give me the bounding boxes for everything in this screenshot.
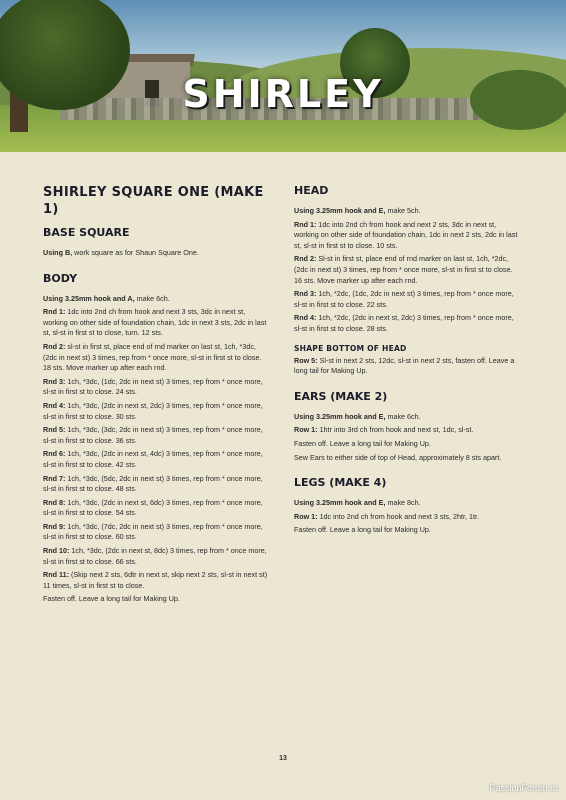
instruction: Fasten off. Leave a long tail for Making Up.: [294, 525, 431, 535]
pattern-row: Rnd 11: (Skip next 2 sts, 6dtr in next st, skip next 2 sts, sl-st in next st) 11 times, sl-st in first st to close.: [43, 570, 268, 590]
pattern-row: Rnd 2: Sl-st in first st, place end of rnd marker on last st, 1ch, *2dc, (2dc in next st) 3 times, rep from * once more, sl-st in first st to close. 16 sts. Move marker up after each rnd.: [294, 254, 513, 285]
pattern-row: Row 1: 1htr into 3rd ch from hook and next st, 1dc, sl-st.: [294, 425, 474, 435]
pattern-row: Rnd 3: 1ch, *2dc, (1dc, 2dc in next st) 3 times, rep from * once more, sl-st in first st to close. 22 sts.: [294, 289, 514, 309]
hero-image: [0, 0, 566, 152]
subsection-heading: BASE SQUARE: [43, 226, 130, 239]
page-title: SHIRLEY: [182, 72, 384, 116]
instruction: Using 3.25mm hook and E, make 6ch.: [294, 411, 421, 421]
instruction: Fasten off. Leave a long tail for Making Up.: [294, 438, 431, 448]
pattern-row: Rnd 4: 1ch, *3dc, (2dc in next st, 2dc) 3 times, rep from * once more, sl-st in first st to close. 30 sts.: [43, 400, 263, 421]
pattern-row: Rnd 7: 1ch, *3dc, (5dc, 2dc in next st) 3 times, rep from * once more, sl-st in first st to close. 48 sts.: [43, 473, 263, 494]
subsection-heading: BODY: [43, 271, 78, 285]
pattern-row: Rnd 2: sl-st in first st, place end of rnd marker on last st, 1ch, *3dc, (2dc in next st) 3 times, rep from * once more, sl-st in first st to close. 18 sts. Move marker up after each rnd.: [43, 341, 262, 373]
watermark: PassionForum.ru: [489, 783, 558, 793]
page-number: 13: [279, 755, 287, 762]
pattern-row: Row 5: Sl-st in next 2 sts, 12dc, sl-st in next 2 sts, fasten off. Leave a long tail for Making Up.: [294, 355, 515, 376]
pattern-row: Rnd 4: 1ch, *2dc, (2dc in next st, 2dc) 3 times, rep from * once more, sl-st in first st to close. 28 sts.: [294, 313, 514, 333]
instruction: Sew Ears to either side of top of Head, approximately 8 sts apart.: [294, 452, 502, 462]
instruction: Using 3.25mm hook and E, make 5ch.: [294, 206, 421, 215]
right-column: [294, 184, 522, 539]
pattern-row: Rnd 8: 1ch, *3dc, (2dc in next st, 6dc) 3 times, rep from * once more, sl-st in first st to close. 54 sts.: [43, 497, 263, 518]
pattern-row: Rnd 9: 1ch, *3dc, (7dc, 2dc in next st) 3 times, rep from * once more, sl-st in first st to close. 60 sts.: [43, 521, 263, 542]
pattern-row: Rnd 1: 1dc into 2nd ch from hook and next 2 sts, 3dc in next st, working on other side of foundation chain, 1dc in next 2 sts, 2dc in last st, sl-st in first st to close. 10 sts.: [294, 219, 518, 250]
pattern-row: Rnd 1: 1dc into 2nd ch from hook and next 3 sts, 3dc in next st, working on other side of foundation chain, 1dc in next 3 sts, 2dc in last st, sl-st in first st to close, turn. 12 sts.: [43, 307, 267, 338]
subsection-heading: SHAPE BOTTOM OF HEAD: [294, 343, 407, 353]
pattern-row: Rnd 5: 1ch, *3dc, (3dc, 2dc in next st) 3 times, rep from * once more, sl-st in first st to close. 36 sts.: [43, 425, 263, 445]
subsection-heading: LEGS (MAKE 4): [294, 476, 387, 490]
instruction: Using B, work square as for Shaun Square One.: [43, 248, 199, 257]
subsection-heading: HEAD: [294, 184, 329, 197]
pattern-row: Rnd 3: 1ch, *3dc, (1dc, 2dc in next st) 3 times, rep from * once more, sl-st in first st to close. 24 sts.: [43, 376, 263, 397]
pattern-row: Rnd 10: 1ch, *3dc, (2dc in next st, 8dc) 3 times, rep from * once more, sl-st in first st to close. 66 sts.: [43, 546, 267, 566]
section-heading: SHIRLEY SQUARE ONE (MAKE 1): [43, 185, 264, 217]
pattern-row: Row 1: 1dc into 2nd ch from hook and next 3 sts, 2htr, 1tr.: [294, 511, 479, 521]
instruction: Using 3.25mm hook and A, make 6ch.: [43, 293, 170, 303]
left-column: [43, 184, 271, 608]
instruction: Fasten off. Leave a long tail for Making Up.: [43, 594, 180, 604]
subsection-heading: EARS (MAKE 2): [294, 389, 388, 403]
instruction: Using 3.25mm hook and E, make 8ch.: [294, 498, 421, 508]
pattern-row: Rnd 6: 1ch, *3dc, (2dc in next st, 4dc) 3 times, rep from * once more, sl-st in first st to close. 42 sts.: [43, 449, 263, 469]
